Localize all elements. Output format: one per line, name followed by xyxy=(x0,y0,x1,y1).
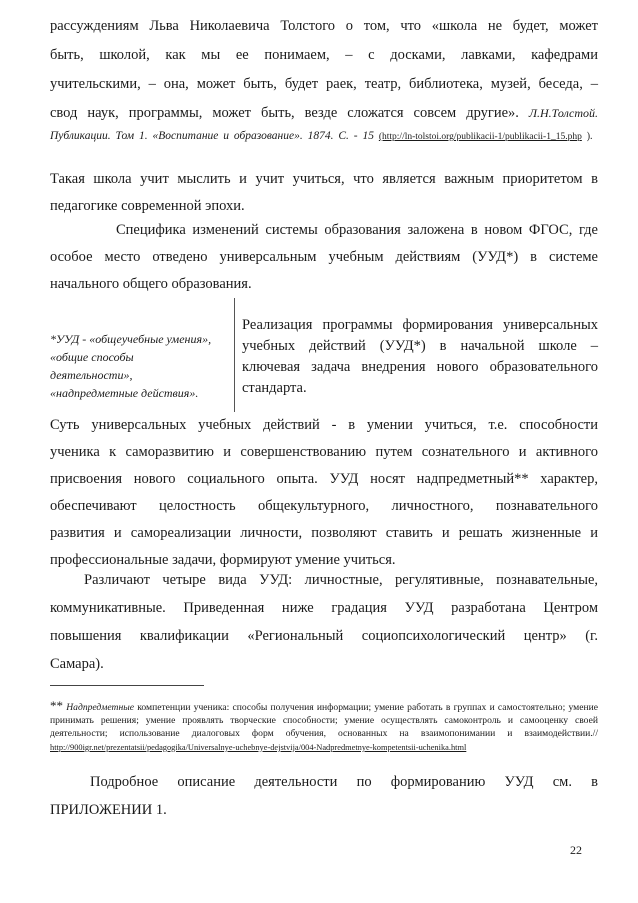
text-line: ПРИЛОЖЕНИИ 1. xyxy=(50,802,167,818)
text-line: Различают четыре вида УУД: личностные, регулятивные, познавательные, xyxy=(84,572,598,588)
text-line: повышения квалификации «Региональный социопсихологический центр» (г. xyxy=(50,628,598,644)
footnote xyxy=(50,699,598,754)
note-line: учебных действий (УУД*) в начальной школе – xyxy=(242,338,598,354)
citation-link[interactable]: (http://ln-tolstoi.org/publikacii-1/publikacii-1_15.php xyxy=(378,132,582,142)
footnote-term: Надпредметные xyxy=(66,702,134,713)
text-line: Суть универсальных учебных действий - в умении учиться, т.е. способности xyxy=(50,417,598,433)
uud-essence-paragraph xyxy=(50,412,598,574)
text-line: рассуждениям Льва Николаевича Толстого о том, что «школа не будет, может xyxy=(50,18,598,34)
text-line xyxy=(50,99,598,128)
footnote-line: принимать решения; умение проявлять творческие способности; умение осуществлять самоконтроль и самооценку своей xyxy=(50,715,598,727)
footnote-line xyxy=(50,699,598,714)
uud-types-paragraph xyxy=(50,566,598,678)
footnote-separator xyxy=(50,685,204,686)
citation xyxy=(50,128,598,145)
text-line: коммуникативные. Приведенная ниже градация УУД разработана Центром xyxy=(50,600,598,616)
note-line: «надпредметные действия». xyxy=(50,386,199,400)
footnote-link[interactable]: http://900igr.net/prezentatsii/pedagogika/Universalnye-uchebnye-dejstvija/004-Nadpredmetnye-kompetentsii-uchenika.html xyxy=(50,742,467,752)
text-line: профессиональные задачи, формируют умение учиться. xyxy=(50,552,396,568)
text-line: учительскими, – она, может быть, будет раек, театр, библиотека, музей, беседа, – xyxy=(50,76,598,92)
fgos-paragraph xyxy=(50,217,598,298)
footnote-marker: ** xyxy=(50,698,63,713)
footnote-text: компетенции ученика: способы получения информации; умение работать в группах и самостоятельно; умение xyxy=(137,702,598,713)
text-line: обеспечивают целостность общекультурного, личностного, познавательного xyxy=(50,498,598,514)
uud-definition-note xyxy=(50,330,230,402)
appendix-reference-paragraph xyxy=(50,768,598,824)
text-line: Самара). xyxy=(50,656,104,672)
citation-end: ). xyxy=(586,131,593,142)
footnote-line: деятельности; использование диалоговых форм обучения, основанных на взаимопонимании и взаимодействии.// xyxy=(50,728,598,740)
text-line: развития и самореализации личности, позволяют ставить и решать жизненные и xyxy=(50,525,598,541)
text-line: Такая школа учит мыслить и учит учиться, что является важным приоритетом в xyxy=(50,171,598,187)
note-line: *УУД - «общеучебные умения», xyxy=(50,332,212,346)
text-line: присвоения нового социального опыта. УУД носят надпредметный** характер, xyxy=(50,471,598,487)
vertical-divider xyxy=(234,298,235,412)
school-priority-paragraph xyxy=(50,166,598,220)
tolstoy-quote-paragraph xyxy=(50,12,598,145)
implementation-note xyxy=(242,315,598,399)
quote-author: Л.Н.Толстой. xyxy=(528,106,598,120)
text-line: особое место отведено универсальным учебным действиям (УУД*) в системе xyxy=(50,249,598,265)
quote-end-text: свод наук, программы, может быть, везде сложатся совсем другие». xyxy=(50,105,519,121)
citation-text: Публикации. Том 1. «Воспитание и образование». 1874. С. - 15 xyxy=(50,130,374,142)
text-line: ученика к саморазвитию и совершенствованию путем сознательного и активного xyxy=(50,444,598,460)
text-line: Специфика изменений системы образования заложена в новом ФГОС, где xyxy=(116,222,598,238)
note-line: «общие способы xyxy=(50,350,134,364)
text-line: педагогике современной эпохи. xyxy=(50,198,245,214)
text-line: быть, школой, как мы ее понимаем, – с досками, лавками, кафедрами xyxy=(50,47,598,63)
note-line: ключевая задача внедрения нового образовательного xyxy=(242,359,598,375)
note-line: Реализация программы формирования универсальных xyxy=(242,317,598,333)
page-number: 22 xyxy=(570,843,582,857)
text-line: Подробное описание деятельности по формированию УУД см. в xyxy=(90,774,598,790)
note-line: стандарта. xyxy=(242,380,307,396)
note-line: деятельности», xyxy=(50,368,133,382)
text-line: начального общего образования. xyxy=(50,276,252,292)
